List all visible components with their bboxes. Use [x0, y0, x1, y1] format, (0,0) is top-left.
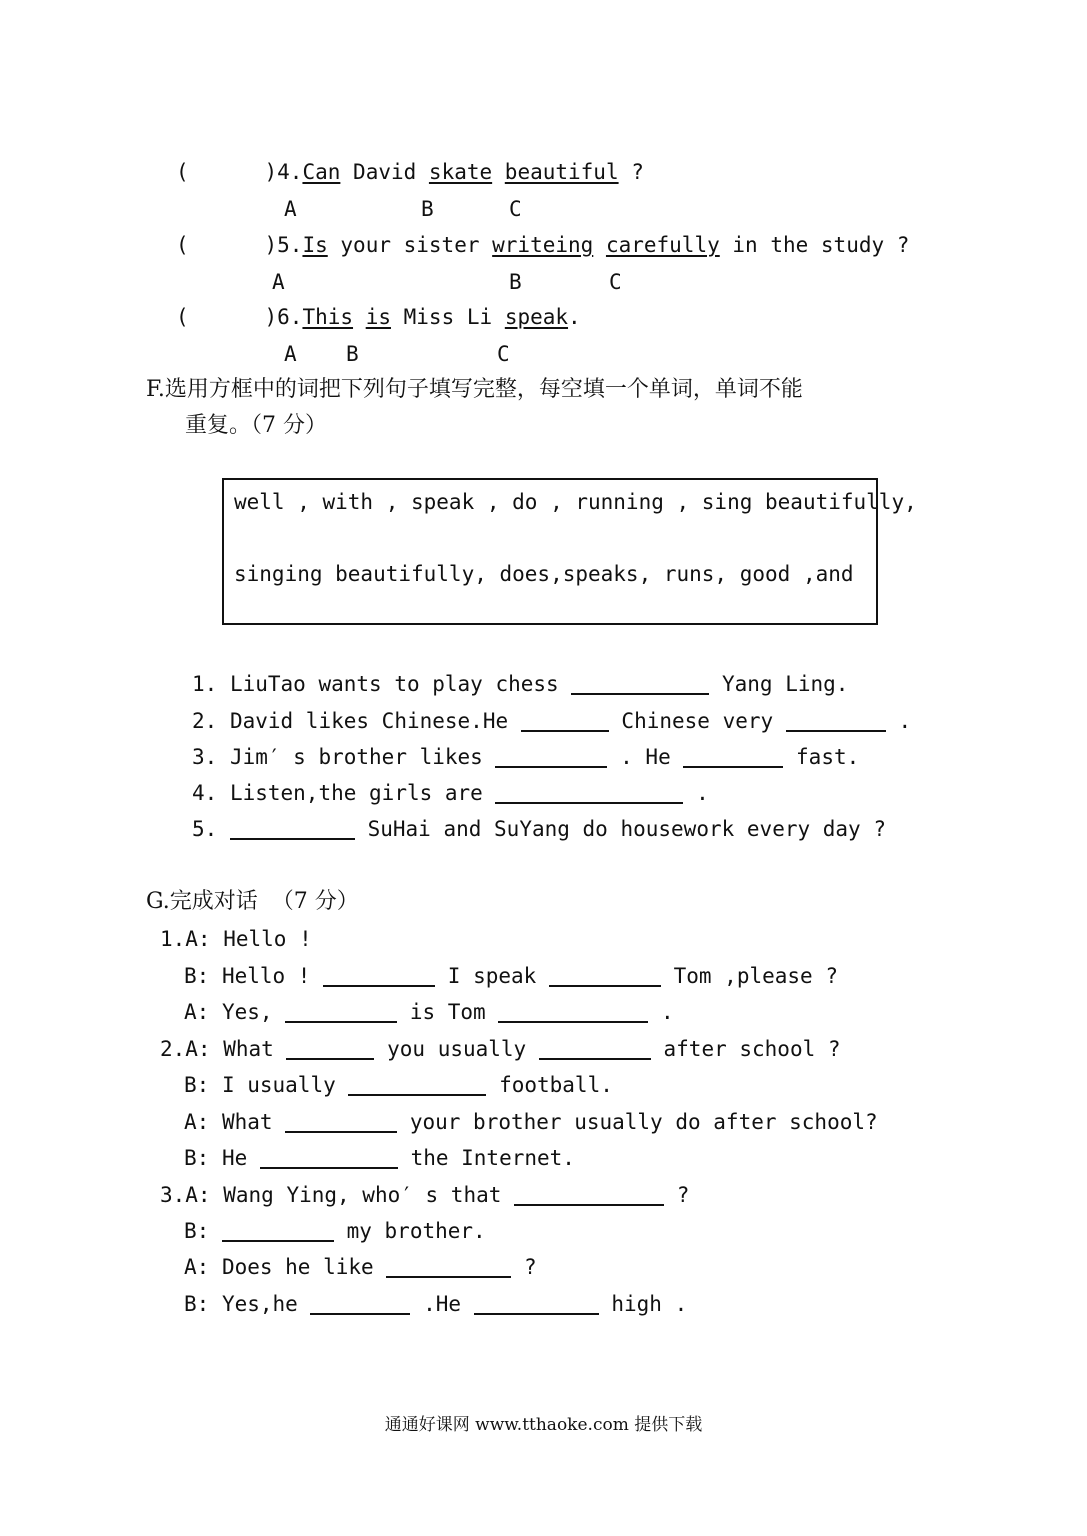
dialog-1-line-3: A: Yes, is Tom . [184, 1000, 674, 1024]
option-label: B [346, 342, 359, 366]
fill-item-3: 3. Jim′ s brother likes . He fast. [192, 745, 860, 769]
fill-item-5: 5. SuHai and SuYang do housework every day ? [192, 817, 886, 841]
answer-paren[interactable]: ( ) [176, 233, 278, 257]
dialog-3-line-2: B: my brother. [184, 1219, 486, 1243]
blank[interactable] [260, 1147, 398, 1169]
word-bank-line-1: well , with , speak , do , running , sing beautifully, [234, 490, 917, 514]
option-label: C [509, 197, 522, 221]
section-f-title-cont: 重复。（7 分） [185, 413, 327, 438]
fill-item-1: 1. LiuTao wants to play chess Yang Ling. [192, 672, 849, 696]
dialog-2-line-4: B: He the Internet. [184, 1146, 575, 1170]
blank[interactable] [386, 1256, 511, 1278]
answer-paren[interactable]: ( ) [176, 305, 278, 329]
fill-item-2: 2. David likes Chinese.He Chinese very . [192, 709, 912, 733]
fill-item-4: 4. Listen,the girls are . [192, 781, 709, 805]
section-f-title: F.选用方框中的词把下列句子填写完整，每空填一个单词，单词不能 [146, 377, 803, 402]
blank[interactable] [285, 1001, 397, 1023]
blank[interactable] [495, 782, 683, 804]
answer-paren[interactable]: ( ) [176, 160, 278, 184]
question-5: ( )5.Is your sister writeing carefully in the study ? [176, 233, 910, 257]
blank[interactable] [285, 1111, 397, 1133]
question-4: ( )4.Can David skate beautiful ? [176, 160, 644, 184]
option-label: B [509, 270, 522, 294]
word-bank-line-2: singing beautifully, does,speaks, runs, good ,and [234, 562, 854, 586]
blank[interactable] [495, 746, 607, 768]
dialog-3-line-1: 3.A: Wang Ying, who′ s that ? [160, 1183, 690, 1207]
dialog-2-line-3: A: What your brother usually do after school? [184, 1110, 878, 1134]
blank[interactable] [323, 965, 435, 987]
dialog-2-line-2: B: I usually football. [184, 1073, 613, 1097]
option-label: A [284, 197, 297, 221]
dialog-1-line-1: 1.A: Hello ! [160, 927, 312, 951]
blank[interactable] [348, 1074, 486, 1096]
blank[interactable] [521, 710, 609, 732]
option-label: C [497, 342, 510, 366]
blank[interactable] [310, 1293, 410, 1315]
blank[interactable] [683, 746, 783, 768]
section-g-title: G.完成对话 （7 分） [146, 889, 359, 914]
blank[interactable] [498, 1001, 648, 1023]
dialog-1-line-2: B: Hello ! I speak Tom ,please ? [184, 964, 838, 988]
dialog-3-line-4: B: Yes,he .He high . [184, 1292, 688, 1316]
option-label: C [609, 270, 622, 294]
blank[interactable] [230, 818, 355, 840]
blank[interactable] [539, 1038, 651, 1060]
option-label: A [284, 342, 297, 366]
blank[interactable] [786, 710, 886, 732]
blank[interactable] [222, 1220, 334, 1242]
blank[interactable] [474, 1293, 599, 1315]
blank[interactable] [571, 673, 709, 695]
page-footer: 通通好课网 www.tthaoke.com 提供下载 [384, 1415, 703, 1435]
blank[interactable] [286, 1038, 374, 1060]
blank[interactable] [549, 965, 661, 987]
dialog-3-line-3: A: Does he like ? [184, 1255, 537, 1279]
dialog-2-line-1: 2.A: What you usually after school ? [160, 1037, 841, 1061]
question-6: ( )6.This is Miss Li speak. [176, 305, 581, 329]
blank[interactable] [514, 1184, 664, 1206]
option-label: A [272, 270, 285, 294]
option-label: B [421, 197, 434, 221]
